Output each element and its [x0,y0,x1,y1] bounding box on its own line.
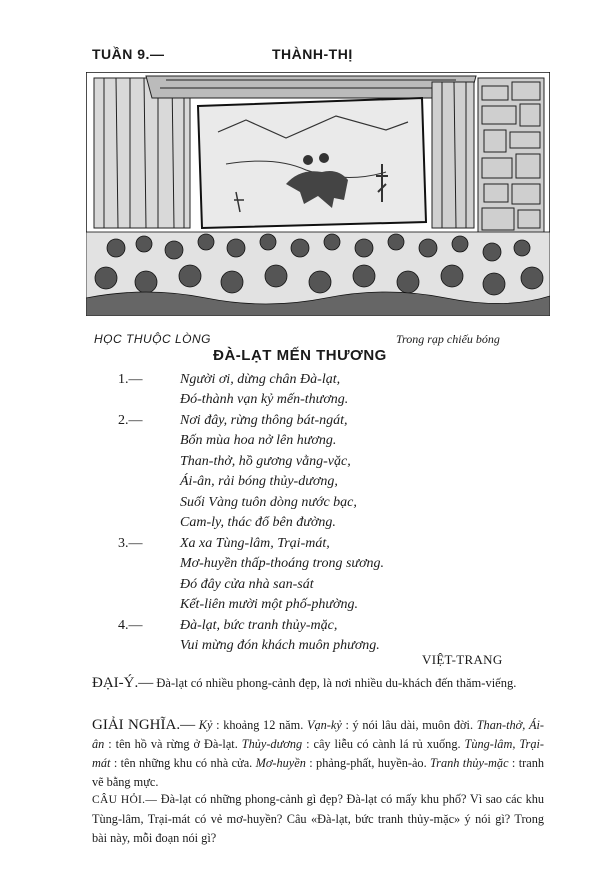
poem-author: VIỆT-TRANG [422,652,503,667]
poem-line: Kết-liên mười một phố-phường. [180,597,358,612]
poem-line: Đà-lạt, bức tranh thủy-mặc, [180,618,338,633]
glossary-definition: tranh vẽ bằng mực. [92,756,544,789]
glossary-term: Vạn-kỷ [306,718,342,732]
stanza-number: 1.— [118,372,143,387]
glossary-term: Than-thở, Ái-ân [92,718,544,751]
poem-line: Than-thở, hồ gương vằng-vặc, [180,454,351,469]
topic-title: THÀNH-THỊ [272,46,353,62]
glossary-term: Tranh thủy-mặc [430,756,509,770]
glossary-term: Tùng-lâm, Trại-mát [92,737,544,770]
questions-paragraph [92,790,544,848]
main-idea-paragraph [92,673,544,693]
glossary-label: GIẢI NGHĨA.— [92,717,196,733]
poem-line: Ái-ân, rải bóng thủy-dương, [180,474,338,489]
stanza-number: 2.— [118,413,143,428]
valance [146,76,476,98]
glossary-term: Mơ-huyền [255,756,306,770]
poem-line: Suối Vàng tuôn dòng nước bạc, [180,495,357,510]
illustration-caption: Trong rạp chiếu bóng [396,332,500,346]
poem-title: ĐÀ-LẠT MẾN THƯƠNG [213,347,387,364]
cinema-illustration [86,72,550,316]
glossary-definition: phảng-phất, huyền-ảo. [316,756,427,770]
left-curtain [94,78,190,228]
glossary-definition: cây liễu có cành lá rủ xuống. [313,737,461,751]
stanza-number: 3.— [118,536,143,551]
glossary-definition: ý nói lâu dài, muôn đời. [352,718,474,732]
audience [86,232,550,316]
main-idea-label: ĐẠI-Ý.— [92,675,154,691]
poem-line: Cam-ly, thác đổ bên đường. [180,515,336,530]
glossary-term: Thủy-dương [241,737,303,751]
section-label: HỌC THUỘC LÒNG [94,332,212,346]
poem-line: Vui mừng đón khách muôn phương. [180,638,380,653]
poem-line: Nơi đây, rừng thông bát-ngát, [180,413,348,428]
poem-line: Bốn mùa hoa nở lên hương. [180,433,337,448]
movie-screen [198,98,426,228]
questions-label: CÂU HỎI.— [92,794,158,806]
poem-line: Mơ-huyền thấp-thoáng trong sương. [180,556,385,571]
glossary-definition: khoảng 12 năm. [223,718,304,732]
right-curtain [432,82,474,228]
glossary-definition: tên hồ và rừng ở Đà-lạt. [115,737,238,751]
main-idea-text: Đà-lạt có nhiều phong-cảnh đẹp, là nơi nhiều du-khách đến thăm-viếng. [156,676,517,690]
questions-text: Đà-lạt có những phong-cảnh gì đẹp? Đà-lạt có mấy khu phố? Vì sao các khu Tùng-lâm, Trại-mát có vẻ mơ-huyền? Câu «Đà-lạt, bức tranh thủy-mặc» ý nói gì? Trong bài này, mỗi đoạn nói gì? [92,792,545,845]
poem-line: Xa xa Tùng-lâm, Trại-mát, [180,536,330,551]
cinema-scene-drawing [86,72,550,316]
glossary-definition: tên những khu có nhà cửa. [120,756,253,770]
poem-line: Đó-thành vạn kỷ mến-thương. [180,392,349,407]
poem-line: Người ơi, dừng chân Đà-lạt, [180,372,341,387]
poem-line: Đó đây cửa nhà san-sát [180,577,314,592]
week-label: TUẦN 9.— [92,46,165,62]
glossary-paragraph: GIẢI NGHĨA.— Kỷ : khoảng 12 năm. Vạn-kỷ : ý nói lâu dài, muôn đời. Than-thở, Ái-ân : tên hồ và rừng ở Đà-lạt. Thủy-dương : cây liễu có cành lá rủ xuống. Tùng-lâm, Trại-mát : tên những khu có nhà cửa. Mơ-huyền : phảng-phất, huyền-ảo. Tranh thủy-mặc : tranh vẽ bằng mực. [92,717,544,789]
stanza-number: 4.— [118,618,143,633]
glossary-term: Kỷ [198,718,213,732]
